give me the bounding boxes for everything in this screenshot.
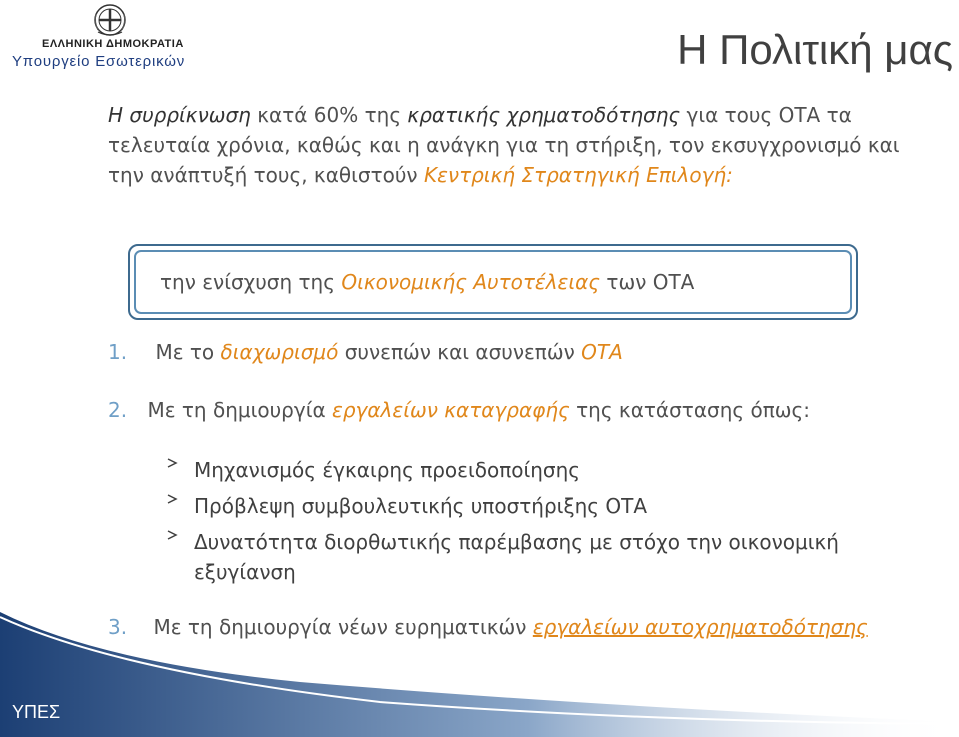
intro-paragraph: [108, 100, 928, 190]
callout-emphasis: Οικονομικής Αυτοτέλειας: [341, 270, 601, 294]
callout-text-1: την ενίσχυση της: [160, 270, 342, 294]
bullet-text: Δυνατότητα διορθωτικής παρέμβασης με στόχο την οικονομική εξυγίανση: [194, 530, 839, 584]
item-2-text-a: Με τη δημιουργία: [147, 398, 333, 422]
item-3-text: Με τη δημιουργία νέων ευρηματικών: [153, 615, 533, 639]
arrow-bullet-icon: [166, 456, 180, 470]
bullet-text: Μηχανισμός έγκαιρης προειδοποίησης: [194, 458, 581, 482]
callout-box: [128, 244, 858, 320]
item-1-emphasis-a: διαχωρισμό: [220, 340, 339, 364]
country-name: ΕΛΛΗΝΙΚΗ ΔΗΜΟΚΡΑΤΙΑ: [42, 38, 184, 50]
ministry-name: Υπουργείο Εσωτερικών: [12, 53, 186, 70]
list-item: [162, 527, 922, 587]
list-item-1: [108, 340, 623, 364]
item-1-text-b: συνεπών και ασυνεπών: [338, 340, 582, 364]
sub-bullet-list: [162, 455, 922, 593]
intro-emphasis-2: κρατικής χρηματοδότησης: [407, 103, 681, 127]
list-item-3: [108, 612, 868, 642]
list-item: [162, 455, 922, 485]
item-2-text-b: της κατάστασης όπως:: [569, 398, 810, 422]
greek-emblem-icon: [92, 2, 128, 38]
intro-emphasis-3: Κεντρική Στρατηγική Επιλογή:: [423, 163, 733, 187]
item-2-emphasis: εργαλείων καταγραφής: [332, 398, 570, 422]
page-title: Η Πολιτική μας: [677, 26, 953, 73]
list-item: [162, 491, 922, 521]
intro-text-1: κατά 60% της: [250, 103, 408, 127]
item-1-text-a: Με το: [155, 340, 221, 364]
item-number-2: 2.: [108, 398, 128, 422]
callout-inner: [134, 250, 852, 314]
callout-text-2: των ΟΤΑ: [600, 270, 695, 294]
item-number-1: 1.: [108, 340, 128, 364]
arrow-bullet-icon: [166, 492, 180, 506]
intro-text-2: για τους ΟΤΑ τα τελευταία χρόνια, καθώς και η ανάγκη για τη στήριξη, τον εκσυγχρονισμό και την ανάπτυξή τους, καθιστούν: [108, 103, 900, 187]
arrow-bullet-icon: [166, 528, 180, 542]
bullet-text: Πρόβλεψη συμβουλευτικής υποστήριξης ΟΤΑ: [194, 494, 648, 518]
item-number-3: 3.: [108, 615, 128, 639]
item-1-emphasis-b: ΟΤΑ: [581, 340, 623, 364]
ministry-logo: [8, 0, 208, 80]
item-3-emphasis: εργαλείων αυτοχρηματοδότησης: [532, 615, 868, 639]
intro-emphasis-1: Η συρρίκνωση: [108, 103, 251, 127]
list-item-2: [108, 395, 938, 425]
footer-label: ΥΠΕΣ: [12, 702, 61, 722]
